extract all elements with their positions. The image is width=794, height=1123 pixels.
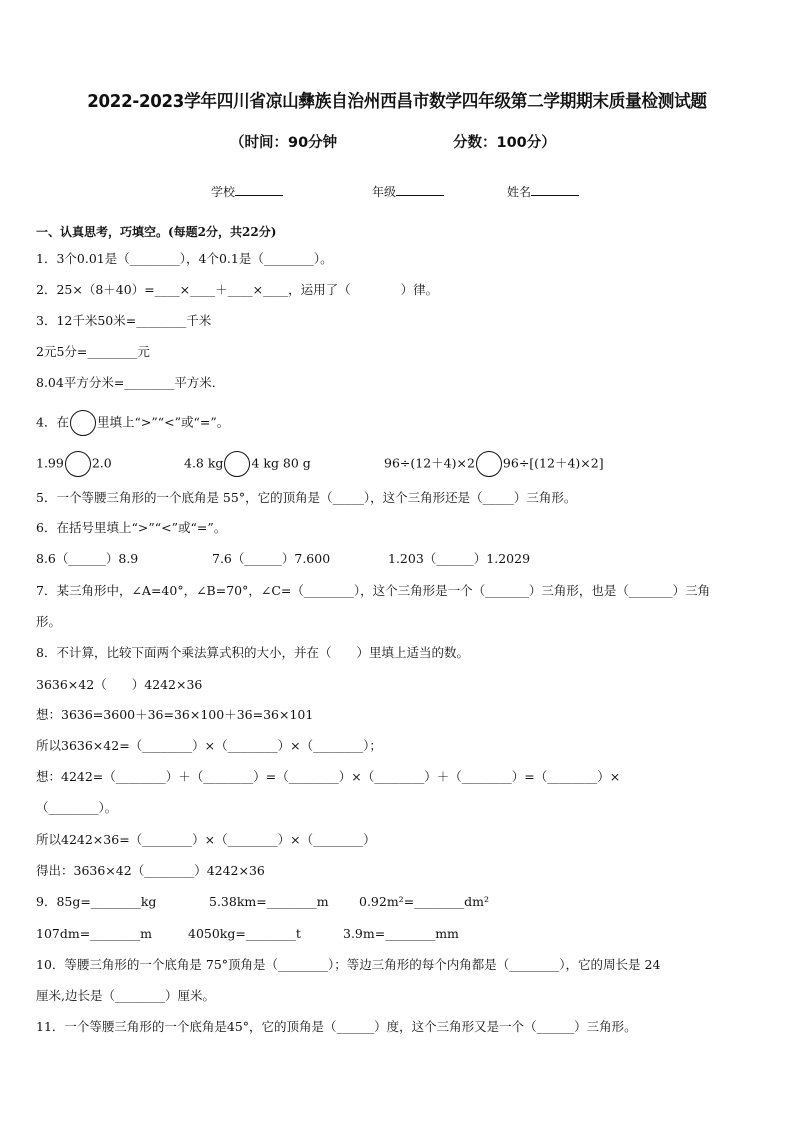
question-7a: 7．某三角形中，∠A=40°，∠B=70°，∠C=（________），这个三角形是一个（_______）三角形，也是（_______）三角: [36, 583, 711, 598]
compare-circle[interactable]: [224, 451, 250, 477]
q6-item-1: 8.6（______）8.9: [36, 551, 139, 566]
q4-item-1: [36, 451, 112, 477]
school-label: 学校: [211, 185, 236, 199]
q4-suffix: 里填上“>”“<”或“=”。: [96, 414, 230, 430]
question-2: 2．25×（8＋40）=____×____＋____×____，运用了（ ）律。: [36, 282, 439, 297]
q4-item-left: 4.8 kg: [184, 455, 224, 471]
section-heading: 一、认真思考，巧填空。(每题2分，共22分): [36, 225, 277, 239]
question-8f: 所以4242×36=（________）×（________）×（________）: [36, 832, 376, 847]
q4-item-3: [384, 451, 604, 477]
question-4: [36, 410, 229, 436]
q9-item-4: 107dm=________m: [36, 926, 153, 941]
grade-field: [372, 182, 444, 200]
q4-item-right: 96÷[(12＋4)×2]: [502, 455, 604, 471]
school-field: [211, 182, 283, 200]
grade-blank[interactable]: [396, 182, 444, 196]
time-label: （时间：90分钟: [230, 135, 338, 151]
score-label: 分数：100分）: [453, 135, 556, 151]
q4-item-left: 96÷(12＋4)×2: [384, 455, 475, 471]
name-field: [507, 182, 579, 200]
question-3b: 2元5分=________元: [36, 344, 150, 359]
q9-item-2: 5.38km=________m: [209, 894, 329, 909]
question-8d: 想：4242=（________）＋（________）=（________）×（________）＋（________）=（________）×: [36, 769, 621, 784]
q6-item-3: 1.203（______）1.2029: [388, 551, 531, 566]
grade-label: 年级: [372, 185, 397, 199]
question-10b: 厘米,边长是（________）厘米。: [36, 988, 215, 1003]
question-6: 6．在括号里填上“>”“<”或“=”。: [36, 520, 227, 535]
name-blank[interactable]: [531, 182, 579, 196]
compare-circle[interactable]: [476, 451, 502, 477]
question-8: 8．不计算，比较下面两个乘法算式积的大小，并在（ ）里填上适当的数。: [36, 645, 469, 660]
question-1: 1．3个0.01是（________），4个0.1是（________）。: [36, 251, 333, 266]
school-blank[interactable]: [235, 182, 283, 196]
question-3a: 3．12千米50米=________千米: [36, 313, 212, 328]
q9-item-3: 0.92m²=________dm²: [359, 894, 490, 909]
q4-prefix: 4．在: [36, 414, 69, 430]
q9-item-5: 4050kg=________t: [188, 926, 301, 941]
q6-item-2: 7.6（______）7.600: [212, 551, 331, 566]
circle-icon: [70, 410, 96, 436]
q9-item-1: 9．85g=________kg: [36, 894, 157, 909]
question-8a: 3636×42（ ）4242×36: [36, 677, 203, 692]
question-11: 11．一个等腰三角形的一个底角是45°，它的顶角是（______）度，这个三角形又是一个（______）三角形。: [36, 1019, 637, 1034]
question-3c: 8.04平方分米=________平方米．: [36, 375, 225, 390]
page-title: 2022-2023学年四川省凉山彝族自治州西昌市数学四年级第二学期期末质量检测试题: [87, 92, 707, 112]
question-8c: 所以3636×42=（________）×（________）×（________）；: [36, 738, 382, 753]
question-8b: 想：3636=3600＋36=36×100＋36=36×101: [36, 707, 314, 722]
question-7b: 形。: [36, 614, 62, 629]
q9-item-6: 3.9m=________mm: [343, 926, 459, 941]
question-8g: 得出：3636×42（________）4242×36: [36, 863, 265, 878]
q4-item-left: 1.99: [36, 455, 64, 471]
q4-item-2: [184, 451, 311, 477]
name-label: 姓名: [507, 185, 532, 199]
question-8e: （________）。: [36, 800, 118, 815]
q4-item-right: 2.0: [91, 455, 112, 471]
question-10a: 10．等腰三角形的一个底角是 75°顶角是（________）；等边三角形的每个内角都是（________），它的周长是 24: [36, 957, 661, 972]
compare-circle[interactable]: [65, 451, 91, 477]
q4-item-right: 4 kg 80 g: [251, 455, 311, 471]
question-5: 5．一个等腰三角形的一个底角是 55°，它的顶角是（_____），这个三角形还是（_____）三角形。: [36, 490, 577, 505]
